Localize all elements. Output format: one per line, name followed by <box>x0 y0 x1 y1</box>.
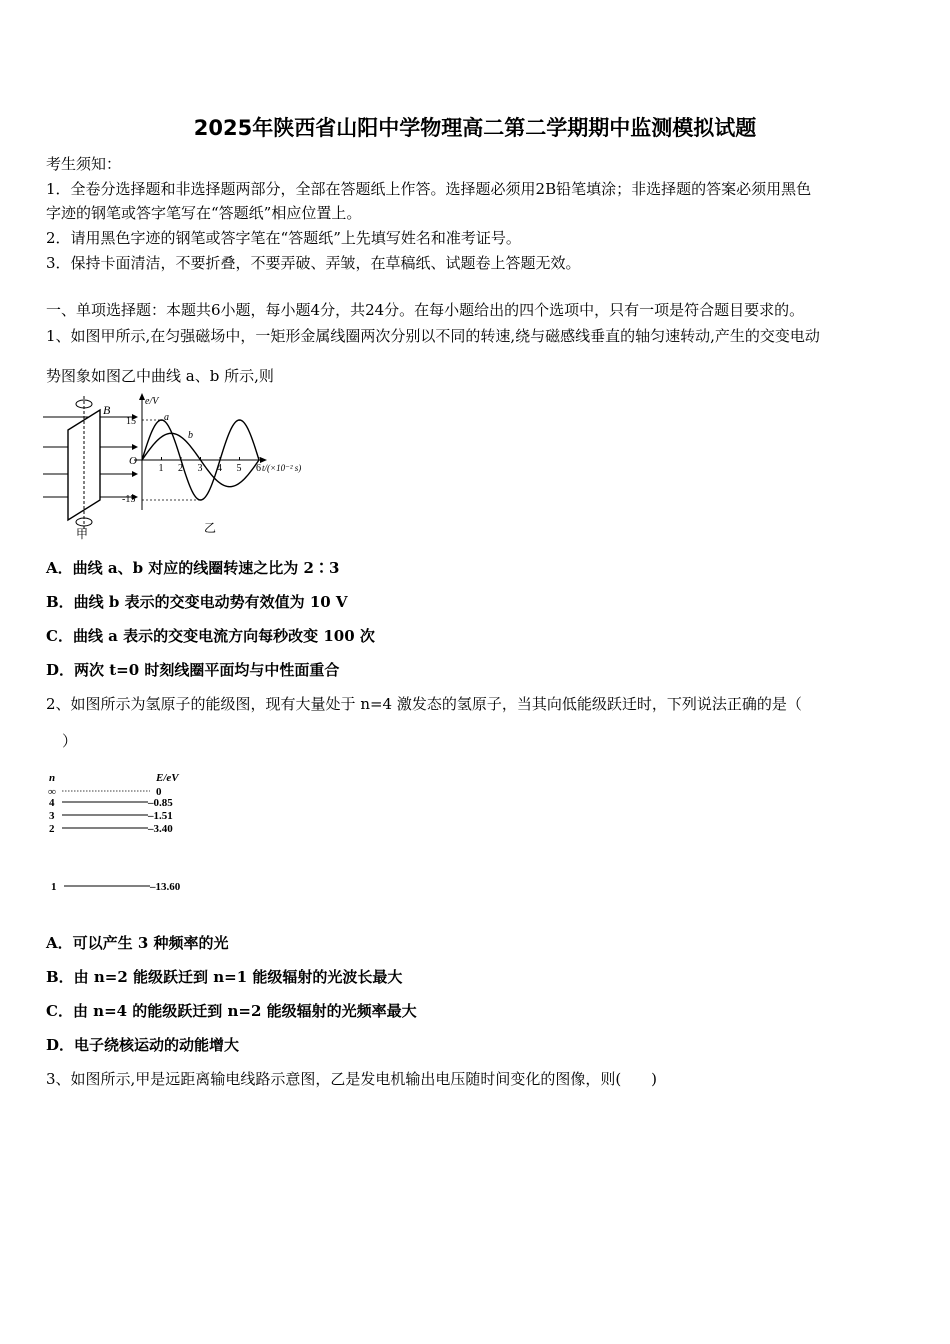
q3-stem: 3、如图所示,甲是远距离输电线路示意图，乙是发电机输出电压随时间变化的图像，则( ) <box>46 1070 658 1088</box>
x-axis-label: t/(×10⁻² s) <box>262 463 302 473</box>
x-tick-label: 3 <box>197 463 203 474</box>
q1-stem-line1: 1、如图甲所示,在匀强磁场中，一矩形金属线圈两次分别以不同的转速,绕与磁感线垂直的轴匀速转动,产生的交变电动 <box>46 327 820 345</box>
q1-option-b[interactable]: B．曲线 b 表示的交变电动势有效值为 10 V <box>46 593 348 611</box>
page-title: 2025年陕西省山阳中学物理高二第二学期期中监测模拟试题 <box>193 116 757 140</box>
figure-label-yi: 乙 <box>204 521 217 535</box>
x-tick-label: 4 <box>217 463 222 474</box>
y-tick-negative: -15 <box>122 494 136 505</box>
level-e-3: –1.51 <box>148 810 173 822</box>
q1-stem-line2: 势图象如图乙中曲线 a、b 所示,则 <box>46 367 274 385</box>
y-axis-label: e/V <box>145 396 159 407</box>
level-n-inf: ∞ <box>48 786 56 798</box>
q2-option-d[interactable]: D．电子绕核运动的动能增大 <box>46 1036 240 1054</box>
notice-line-1b: 字迹的钢笔或答字笔写在“答题纸”相应位置上。 <box>46 204 362 222</box>
level-n-3: 3 <box>49 810 55 822</box>
q1-option-a[interactable]: A．曲线 a、b 对应的线圈转速之比为 2∶3 <box>46 559 340 577</box>
notice-line-2: 2．请用黑色字迹的钢笔或答字笔在“答题纸”上先填写姓名和准考证号。 <box>46 229 521 247</box>
level-e-inf: 0 <box>156 786 162 798</box>
level-e-2: –3.40 <box>148 823 173 835</box>
q2-option-b[interactable]: B．由 n=2 能级跃迁到 n=1 能级辐射的光波长最大 <box>46 968 403 986</box>
origin-label: O <box>129 455 137 467</box>
q2-stem-line2: ） <box>62 732 78 750</box>
level-n-4: 4 <box>49 797 55 809</box>
section-heading: 一、单项选择题：本题共6小题，每小题4分，共24分。在每小题给出的四个选项中，只有一项是符合题目要求的。 <box>46 301 805 319</box>
q2-option-a[interactable]: A．可以产生 3 种频率的光 <box>46 934 229 952</box>
curve-label-b: b <box>188 430 193 441</box>
field-label-B: B <box>103 403 111 417</box>
curve-label-a: a <box>164 412 169 423</box>
level-n-1: 1 <box>51 881 57 893</box>
q1-option-c[interactable]: C．曲线 a 表示的交变电流方向每秒改变 100 次 <box>46 627 375 645</box>
energy-level-diagram <box>44 770 204 895</box>
q1-option-d[interactable]: D．两次 t=0 时刻线圈平面均与中性面重合 <box>46 661 340 679</box>
x-tick-label: 6 <box>256 463 261 474</box>
level-e-4: –0.85 <box>148 797 173 809</box>
figure-label-jia: 甲 <box>76 527 89 541</box>
x-tick-label: 1 <box>158 463 164 474</box>
q2-stem-line1: 2、如图所示为氢原子的能级图，现有大量处于 n=4 激发态的氢原子，当其向低能级跃迁时，下列说法正确的是（ <box>46 695 802 713</box>
notice-line-1a: 1．全卷分选择题和非选择题两部分，全部在答题纸上作答。选择题必须用2B铅笔填涂；非选择题的答案必须用黑色 <box>46 180 812 198</box>
column-n-label: n <box>49 772 56 784</box>
y-tick-positive: 15 <box>126 416 136 427</box>
level-e-1: –13.60 <box>150 881 181 893</box>
notice-line-3: 3．保持卡面清洁，不要折叠，不要弄破、弄皱，在草稿纸、试题卷上答题无效。 <box>46 254 581 272</box>
notice-heading: 考生须知： <box>46 155 122 173</box>
x-tick-label: 2 <box>178 463 183 474</box>
x-tick-label: 5 <box>236 463 242 474</box>
q2-option-c[interactable]: C．由 n=4 的能级跃迁到 n=2 能级辐射的光频率最大 <box>46 1002 417 1020</box>
emf-chart <box>112 392 322 542</box>
level-n-2: 2 <box>49 823 55 835</box>
column-energy-label: E/eV <box>156 772 179 784</box>
